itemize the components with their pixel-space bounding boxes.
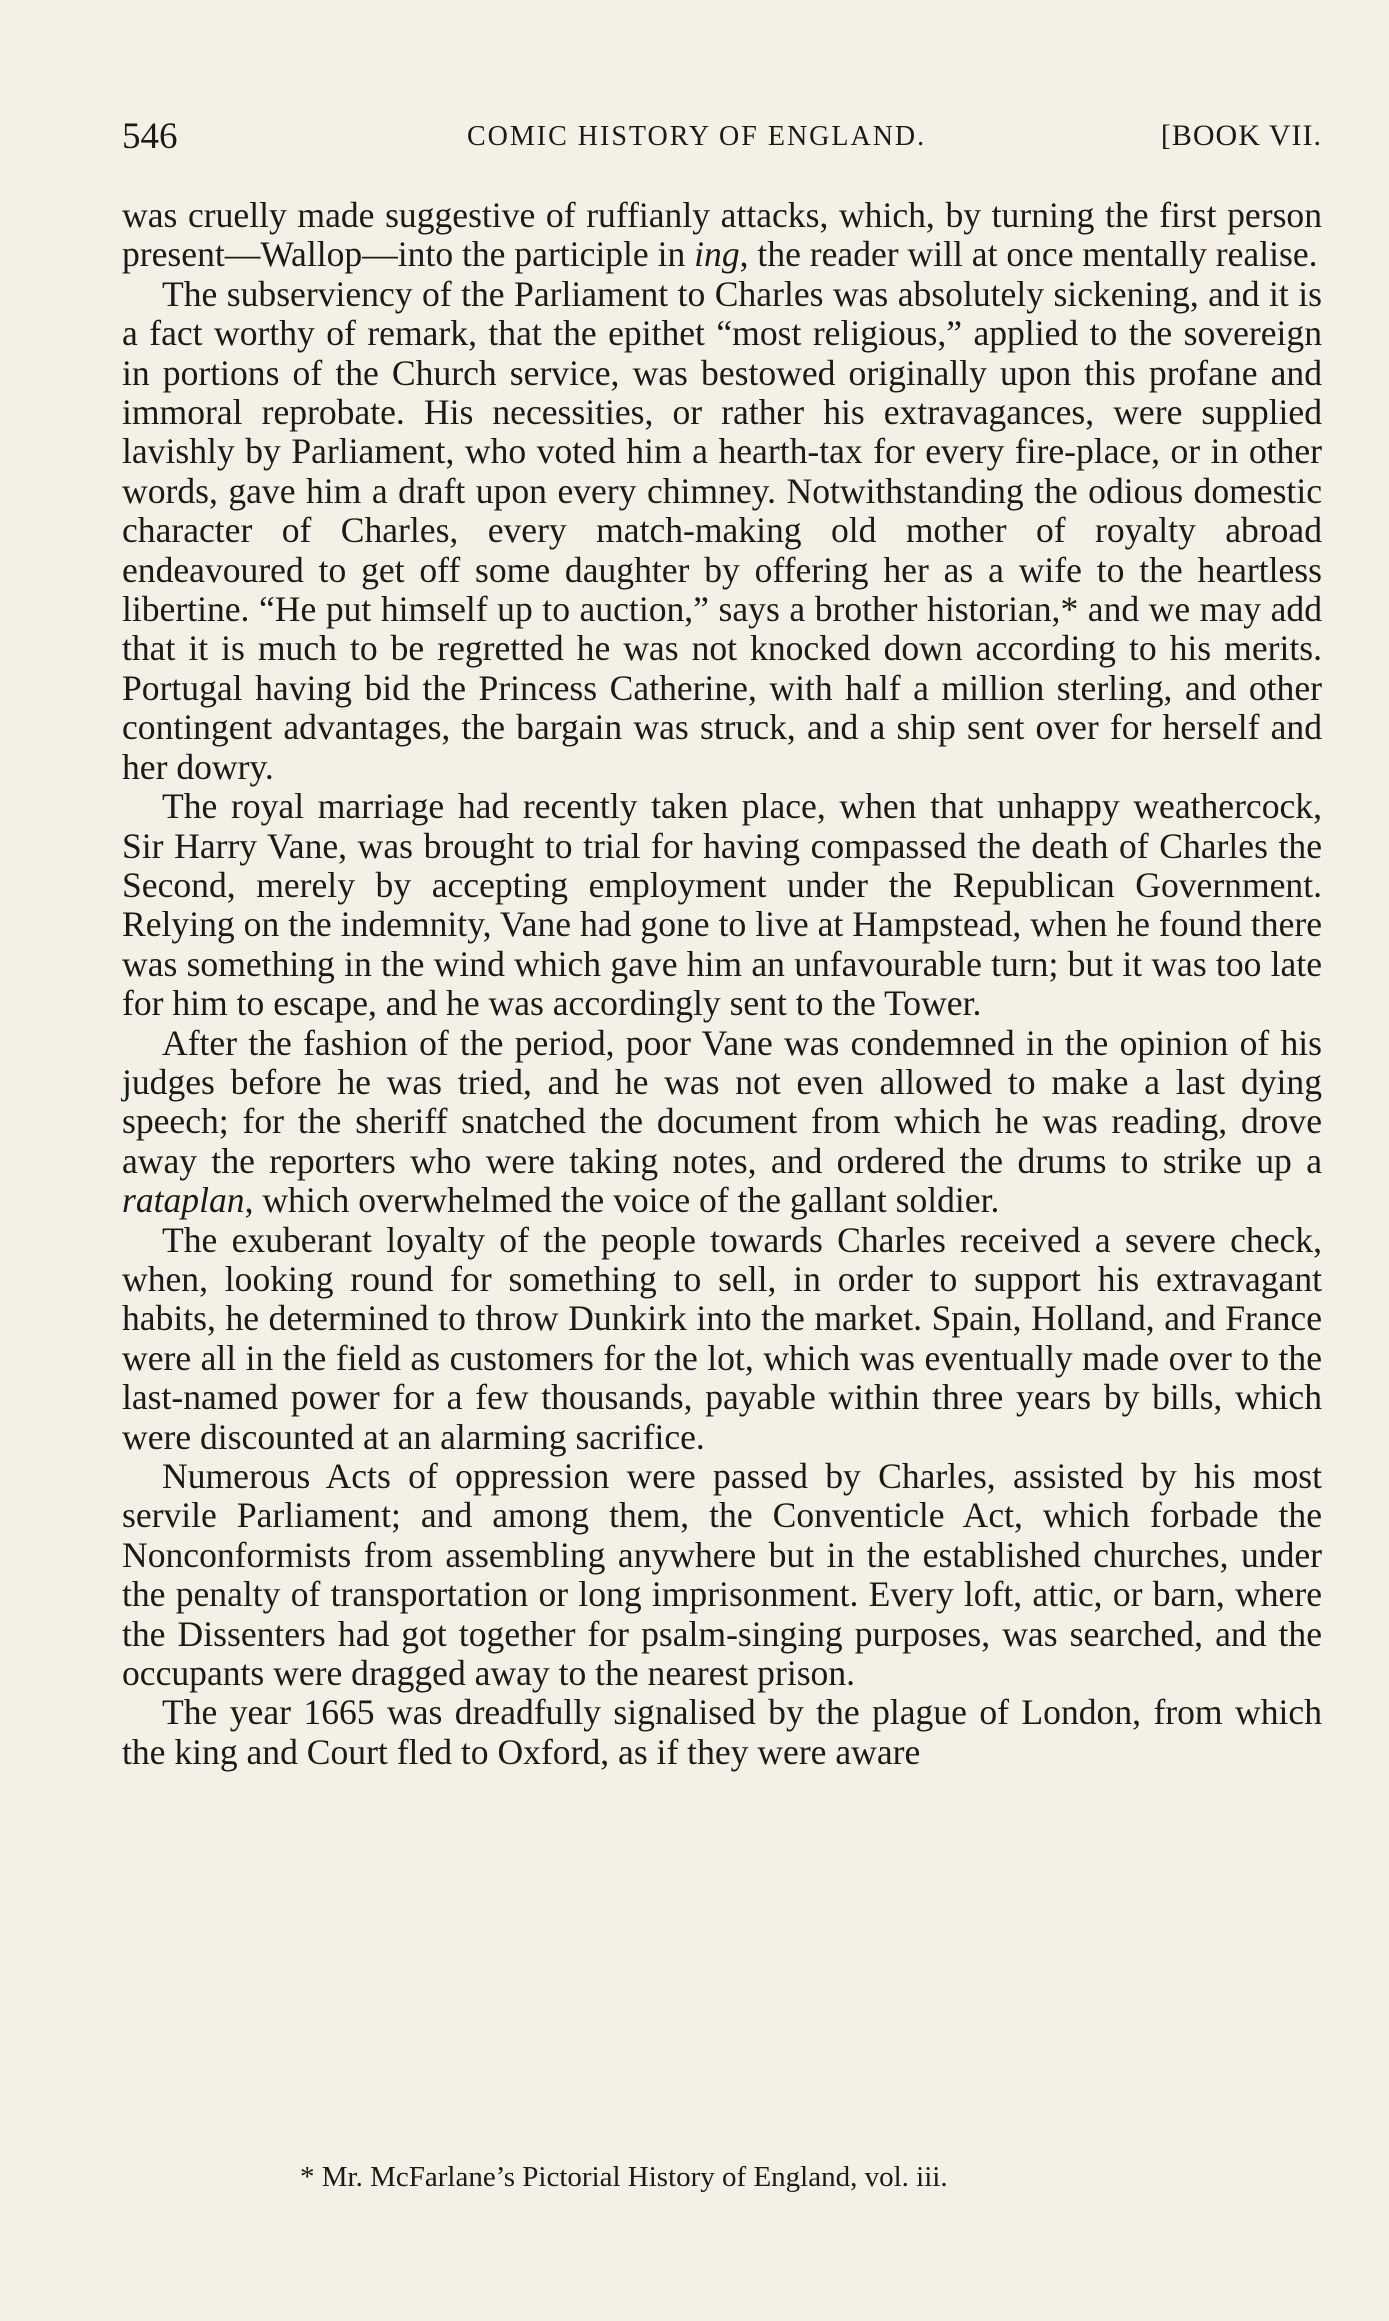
running-title: COMIC HISTORY OF ENGLAND. xyxy=(467,121,927,152)
page-header xyxy=(122,115,1322,165)
paragraph-7: The year 1665 was dreadfully signalised by the plague of London, from which the king and Court fled to Oxford, as if they were aware xyxy=(122,1692,1322,1772)
paragraph-5: The exuberant loyalty of the people towards Charles received a severe check, when, looking round for something to sell, in order to support his extravagant habits, he determined to throw Dunkirk into the market. Spain, Holland, and France were all in the field as customers for the lot, which was eventually made over to the last-named power for a few thousands, payable within three years by bills, which were discounted at an alarming sacrifice. xyxy=(122,1219,1322,1457)
footnote: * Mr. McFarlane’s Pictorial History of England, vol. iii. xyxy=(300,2161,948,2193)
paragraph-3: The royal marriage had recently taken place, when that unhappy weathercock, Sir Harry Vane, was brought to trial for having compassed the death of Charles the Second, merely by accepting employment under the Republican Government. Relying on the indemnity, Vane had gone to live at Hampstead, when he found there was something in the wind which gave him an unfavourable turn; but it was too late for him to escape, and he was accordingly sent to the Tower. xyxy=(122,786,1322,1024)
page-number: 546 xyxy=(122,116,178,157)
paragraph-6: Numerous Acts of oppression were passed by Charles, assisted by his most servile Parliament; and among them, the Conventicle Act, which forbade the Nonconformists from assembling anywhere but in the established churches, under the penalty of transportation or long imprisonment. Every loft, attic, or barn, where the Dissenters had got together for psalm-singing purposes, was searched, and the occupants were dragged away to the nearest prison. xyxy=(122,1456,1322,1694)
paragraph-4: After the fashion of the period, poor Vane was condemned in the opinion of his judges before he was tried, and he was not even allowed to make a last dying speech; for the sheriff snatched the document from which he was reading, drove away the reporters who were taking notes, and ordered the drums to strike up a rataplan, which overwhelmed the voice of the gallant soldier. xyxy=(122,1022,1322,1221)
paragraph-1: was cruelly made suggestive of ruffianly attacks, which, by turning the first person present—Wallop—into the participle in ing, the reader will at once mentally realise. xyxy=(122,195,1322,275)
paragraph-2: The subserviency of the Parliament to Charles was absolutely sickening, and it is a fact worthy of remark, that the epithet “most religious,” applied to the sovereign in portions of the Church service, was bestowed originally upon this profane and immoral reprobate. His necessities, or rather his extravagances, were supplied lavishly by Parliament, who voted him a hearth-tax for every fire-place, or in other words, gave him a draft upon every chimney. Notwithstanding the odious domestic character of Charles, every match-making old mother of royalty abroad endeavoured to get off some daughter by offering her as a wife to the heartless libertine. “He put himself up to auction,” says a brother historian,* and we may add that it is much to be regretted he was not knocked down according to his merits. Portugal having bid the Princess Catherine, with half a million sterling, and other contingent advantages, the bargain was struck, and a ship sent over for herself and her dowry. xyxy=(122,273,1322,787)
body-text xyxy=(122,196,1322,1772)
book-reference: [BOOK VII. xyxy=(1160,119,1322,152)
